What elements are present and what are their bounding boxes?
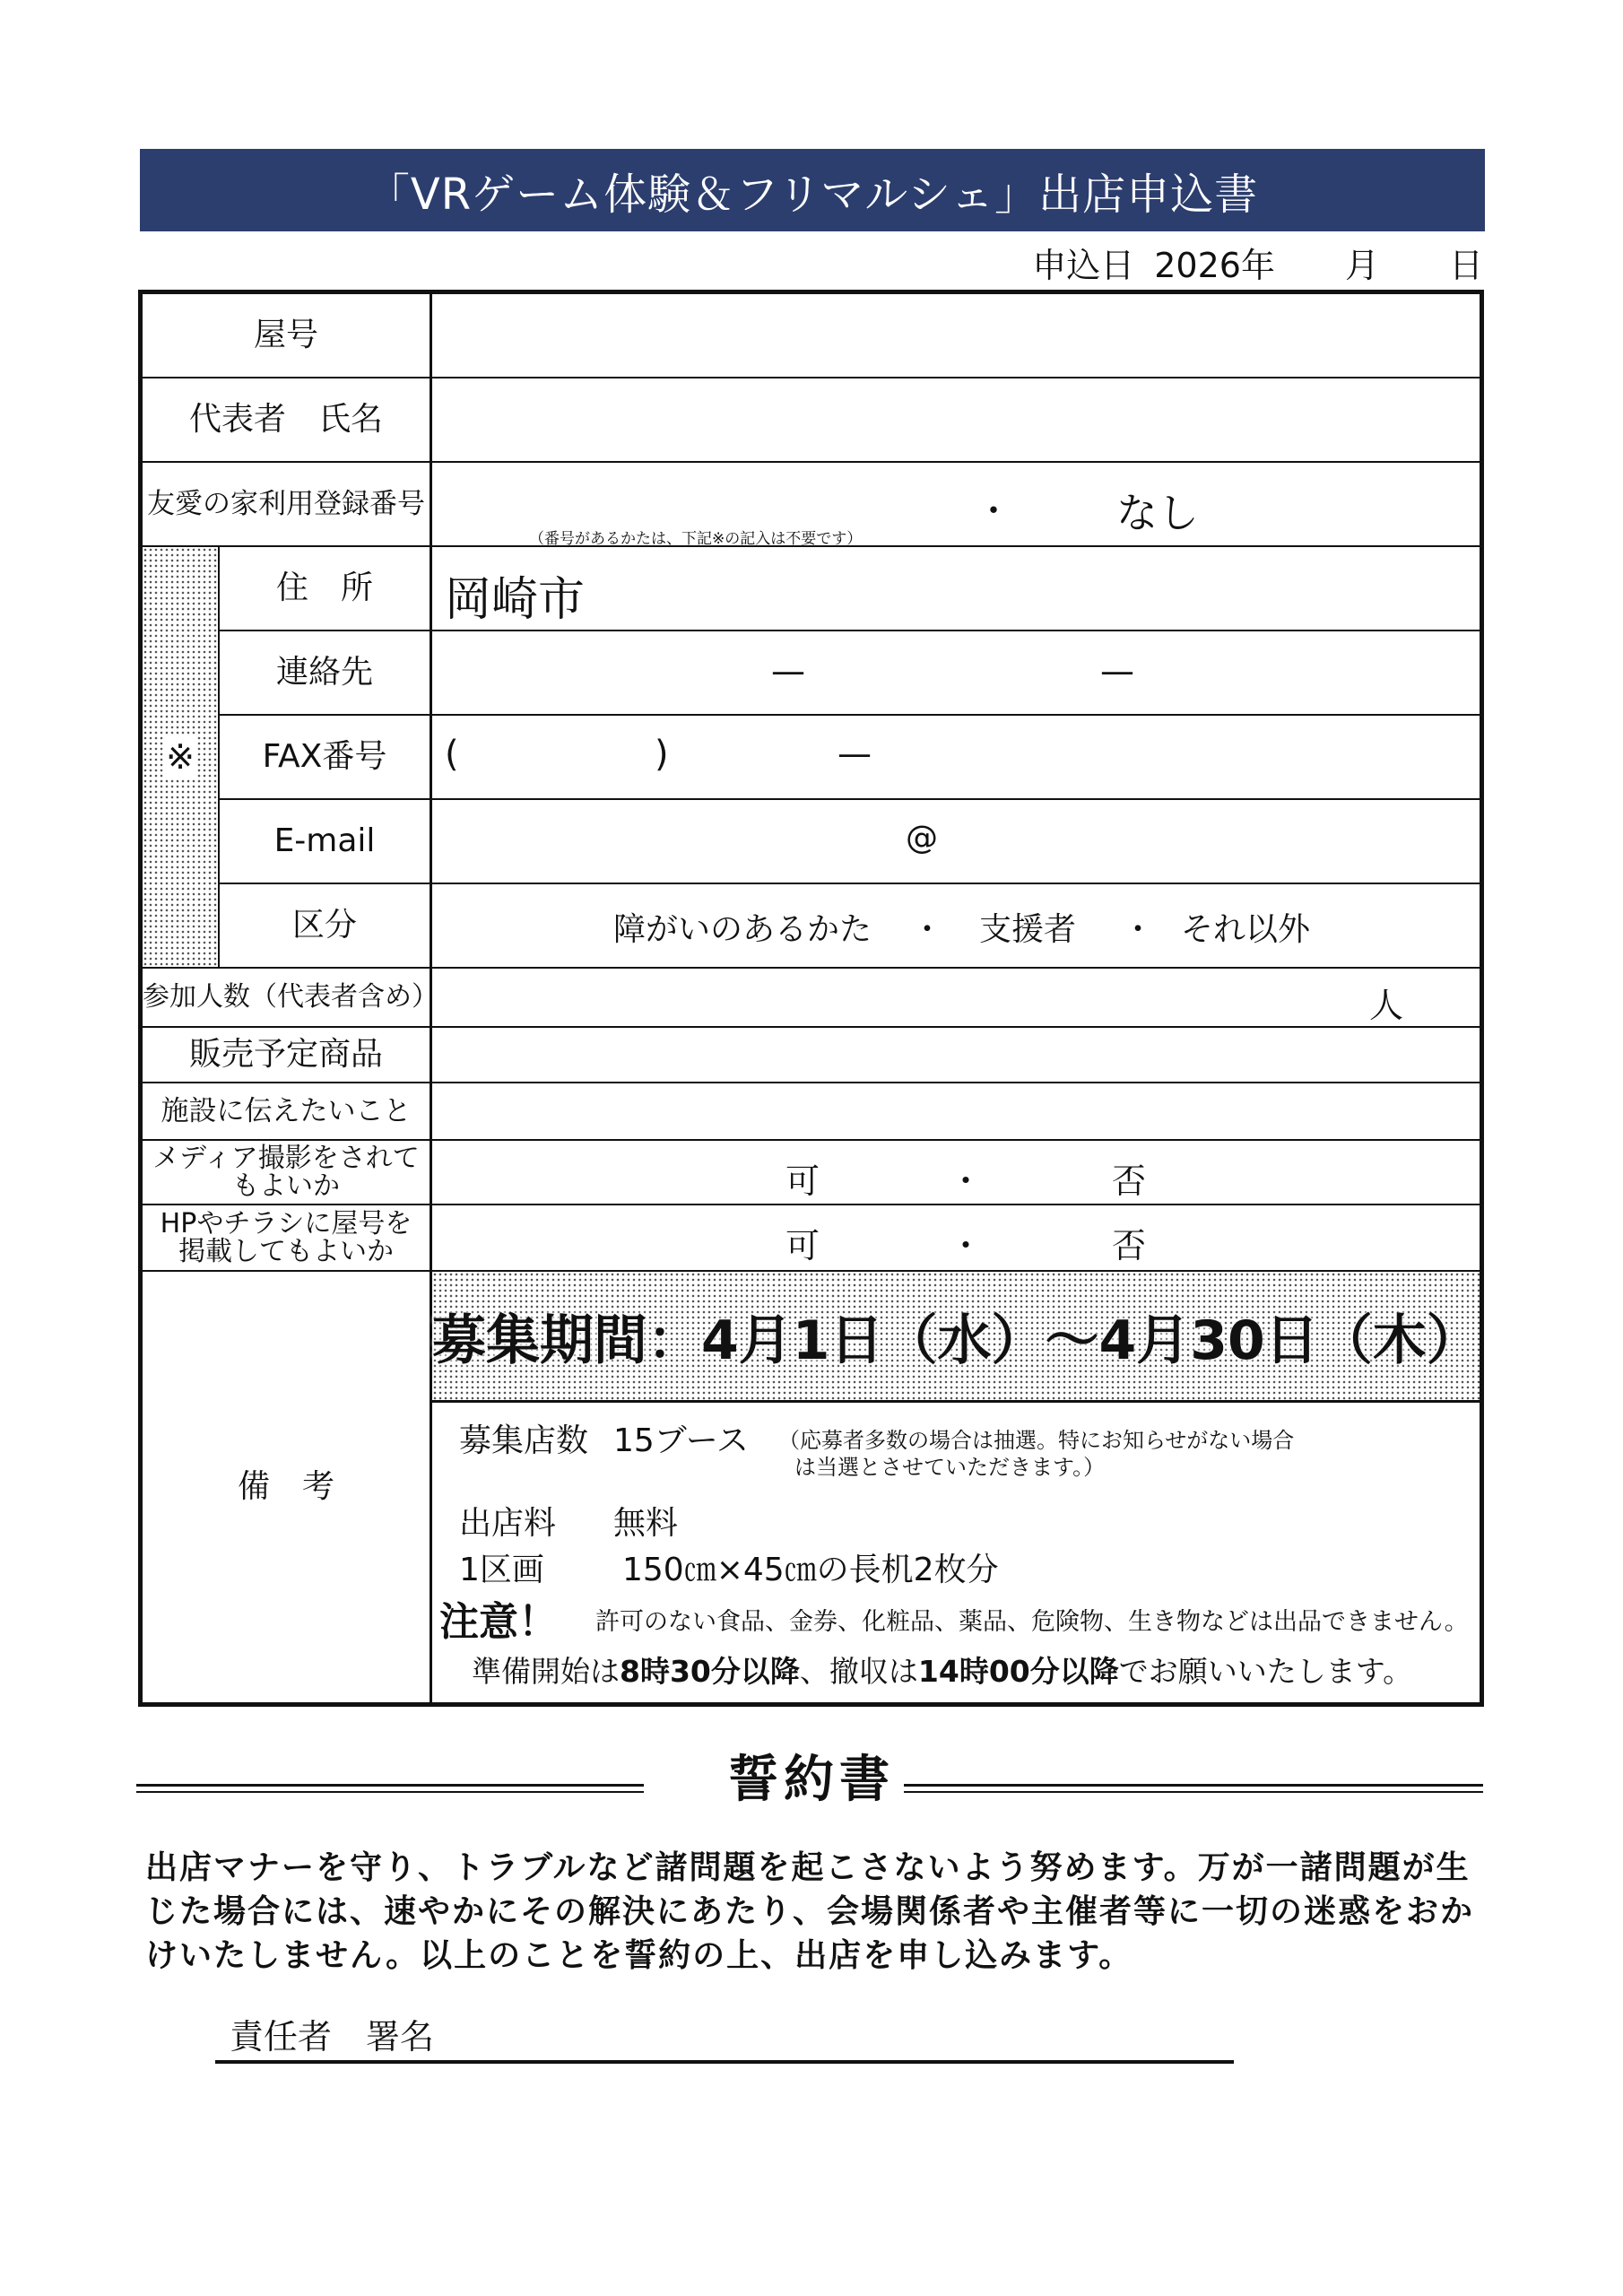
rep-name-label: 代表者 氏名 [143,378,432,461]
section-label: 1区画 [459,1552,544,1588]
row-category [220,884,1480,969]
products-field[interactable] [432,1028,1480,1082]
prep-start-time: 8時30分以降 [620,1654,800,1689]
fax-label: FAX番号 [220,716,432,798]
row-contact [220,631,1480,716]
address-label: 住 所 [220,547,432,630]
note-mark-block [143,547,220,969]
category-dot-1: ・ [911,911,944,948]
shop-name-field[interactable] [432,294,1480,377]
signature-label: 責任者 署名 [230,2017,435,2057]
media-label [143,1141,432,1204]
booths-note-line1: （応募者多数の場合は抽選。特にお知らせがない場合 [778,1428,1295,1453]
participants-field[interactable] [432,969,1480,1026]
prep-text-e: でお願いいたします。 [1118,1654,1413,1689]
date-year: 2026年 [1154,245,1275,285]
application-form [138,290,1484,1707]
hp-no-option[interactable]: 否 [1112,1226,1147,1265]
booths-value: 15ブース [613,1422,749,1459]
row-reg-number [143,463,1480,547]
section-value: 150㎝×45㎝の長机2枚分 [622,1552,999,1588]
booths-note-line2: は当選とさせていただきます。） [794,1455,1106,1480]
note-mark: ※ [166,737,195,777]
row-hp [143,1205,1480,1272]
recruit-period: 募集期間：4月1日（水）～4月30日（木） [432,1309,1480,1372]
address-value: 岡崎市 [445,573,586,627]
contact-field[interactable] [432,631,1480,714]
row-remarks [143,1272,1480,1702]
email-field[interactable] [432,800,1480,883]
reg-number-label: 友愛の家利用登録番号 [143,463,432,545]
hp-label-line1: HPやチラシに屋号を [160,1207,412,1239]
media-dot: ・ [949,1161,984,1201]
category-label: 区分 [220,884,432,967]
prep-text-a: 準備開始は [472,1654,620,1689]
date-label: 申込日 [1032,245,1135,285]
media-label-line2: もよいか [232,1170,340,1202]
fee-value: 無料 [613,1505,679,1542]
date-day: 日 [1448,245,1483,285]
contact-dash-2: — [1100,651,1134,691]
hp-label-line2: 掲載してもよいか [178,1236,394,1267]
email-at: @ [906,820,938,857]
hp-yes-option[interactable]: 可 [785,1226,820,1265]
category-option-disability[interactable]: 障がいのあるかた [613,911,872,948]
reg-number-note: （番号があるかたは、下記※の記入は不要です） [529,530,863,548]
category-dot-2: ・ [1122,911,1155,948]
media-field [432,1141,1480,1204]
reg-number-field[interactable] [432,463,1480,548]
products-label: 販売予定商品 [143,1028,432,1082]
participants-unit: 人 [1369,986,1404,1025]
application-date [1032,235,1483,289]
fax-field[interactable] [432,716,1480,798]
rep-name-field[interactable] [432,378,1480,461]
caution-text: 許可のない食品、金券、化粧品、薬品、危険物、生き物などは出品できません。 [595,1608,1469,1636]
row-email [220,800,1480,884]
row-message [143,1083,1480,1141]
fax-dash: — [838,734,872,773]
shop-name-label: 屋号 [143,294,432,377]
row-participants [143,969,1480,1028]
oath-text: 出店マナーを守り、トラブルなど諸問題を起こさないよう努めます。万が一諸問題が生じた場合には、速やかにその解決にあたり、会場関係者や主催者等に一切の迷惑をおかけいたしません。以上のことを誓約の上、出店を申し込みます。 [145,1849,1475,1974]
prep-text-c: 、撤収は [799,1654,918,1689]
hp-dot: ・ [949,1226,984,1265]
media-no-option[interactable]: 否 [1112,1161,1147,1201]
contact-label: 連絡先 [220,631,432,714]
category-option-other[interactable]: それ以外 [1181,911,1311,948]
email-label: E-mail [220,800,432,883]
remarks-label: 備 考 [143,1272,432,1702]
caution-label: 注意！ [439,1599,558,1645]
fee-label: 出店料 [459,1505,557,1542]
participants-label: 参加人数（代表者含め） [143,969,432,1026]
recruit-period-banner [432,1272,1480,1403]
row-products [143,1028,1480,1083]
oath-heading: 誓約書 [728,1751,895,1809]
fax-close-paren: ) [655,734,669,775]
media-label-line1: メディア撮影をされて [152,1142,420,1174]
signature-line[interactable] [215,2060,1234,2064]
address-field[interactable] [432,547,1480,630]
row-rep-name [143,378,1480,463]
prep-end-time: 14時00分以降 [917,1654,1119,1689]
row-fax [220,716,1480,800]
booths-label: 募集店数 [459,1422,589,1459]
reg-number-dot: ・ [976,491,1011,532]
message-field[interactable] [432,1083,1480,1139]
media-yes-option[interactable]: 可 [785,1161,820,1201]
fax-open-paren: ( [445,734,459,775]
row-address [220,547,1480,631]
row-media [143,1141,1480,1205]
message-label: 施設に伝えたいこと [143,1083,432,1139]
hp-label [143,1205,432,1270]
remarks-content [432,1272,1480,1702]
row-shop-name [143,294,1480,378]
reg-number-none-option[interactable]: なし [1116,489,1199,537]
form-title: 「VRゲーム体験＆フリマルシェ」出店申込書 [140,149,1485,231]
date-month: 月 [1344,245,1379,285]
category-field [432,884,1480,967]
prep-schedule [472,1648,1412,1691]
category-option-supporter[interactable]: 支援者 [979,911,1077,948]
contact-dash-1: — [771,651,805,691]
hp-field [432,1205,1480,1270]
